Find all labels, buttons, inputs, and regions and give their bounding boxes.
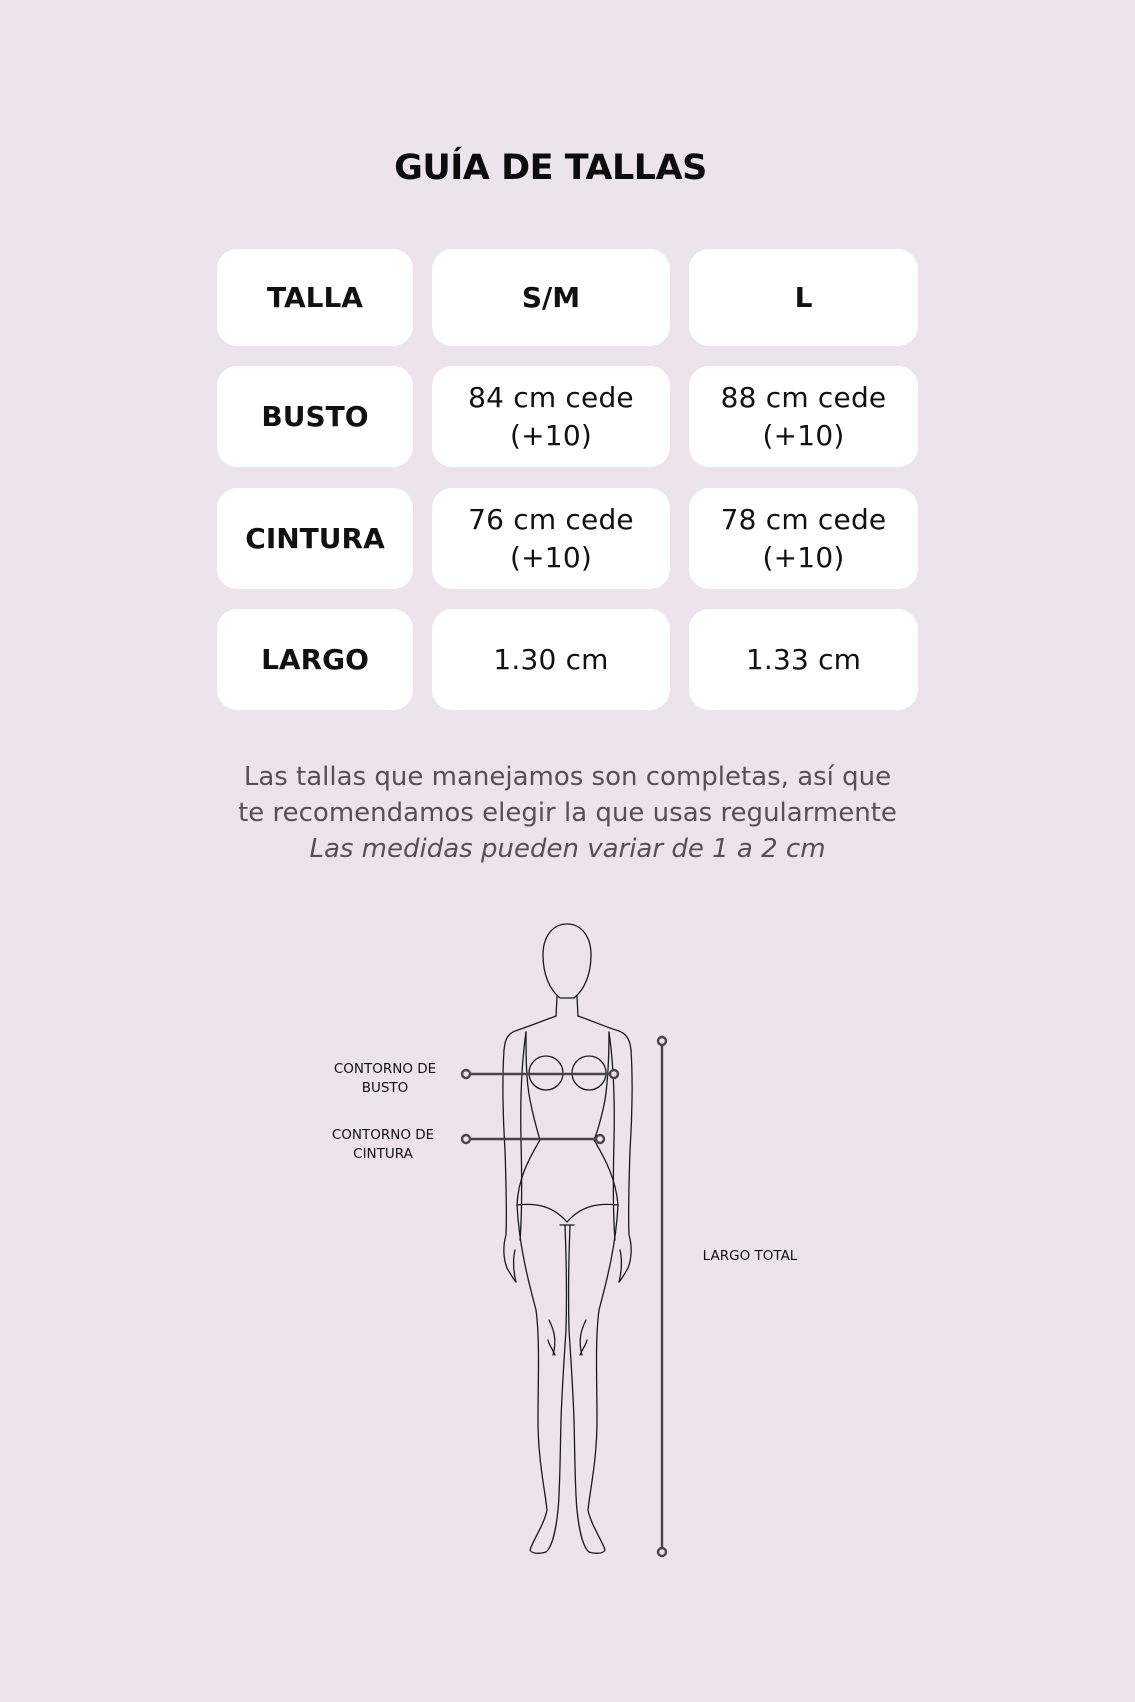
- table-header-talla: TALLA: [217, 249, 413, 346]
- table-cell-largo-sm: 1.30 cm: [432, 609, 670, 710]
- length-measure-top-dot: [658, 1037, 666, 1045]
- page-title: GUÍA DE TALLAS: [394, 148, 707, 188]
- length-measure-label: LARGO TOTAL: [702, 1248, 798, 1264]
- note-line-2: te recomendamos elegir la que usas regularmente: [238, 798, 897, 828]
- note-line-3: Las medidas pueden variar de 1 a 2 cm: [309, 834, 826, 864]
- table-row-label-busto: BUSTO: [217, 366, 413, 467]
- note-line-1: Las tallas que manejamos son completas, así que: [243, 762, 892, 792]
- waist-measure-label: CONTORNO DE CINTURA: [331, 1127, 435, 1162]
- table-header-l: L: [689, 249, 918, 346]
- table-header-sm: S/M: [432, 249, 670, 346]
- table-cell-cintura-l: 78 cm cede (+10): [689, 488, 918, 589]
- measure-lines: [462, 1037, 666, 1556]
- waist-measure-start-dot: [462, 1135, 470, 1143]
- table-row-label-largo: LARGO: [217, 609, 413, 710]
- table-cell-busto-l: 88 cm cede (+10): [689, 366, 918, 467]
- bust-measure-label: CONTORNO DE BUSTO: [333, 1061, 437, 1096]
- waist-measure-end-dot: [596, 1135, 604, 1143]
- bust-measure-end-dot: [610, 1070, 618, 1078]
- table-cell-largo-l: 1.33 cm: [689, 609, 918, 710]
- table-row-label-cintura: CINTURA: [217, 488, 413, 589]
- mannequin-outline: [503, 924, 632, 1553]
- table-cell-cintura-sm: 76 cm cede (+10): [432, 488, 670, 589]
- bust-measure-start-dot: [462, 1070, 470, 1078]
- length-measure-bottom-dot: [658, 1548, 666, 1556]
- table-cell-busto-sm: 84 cm cede (+10): [432, 366, 670, 467]
